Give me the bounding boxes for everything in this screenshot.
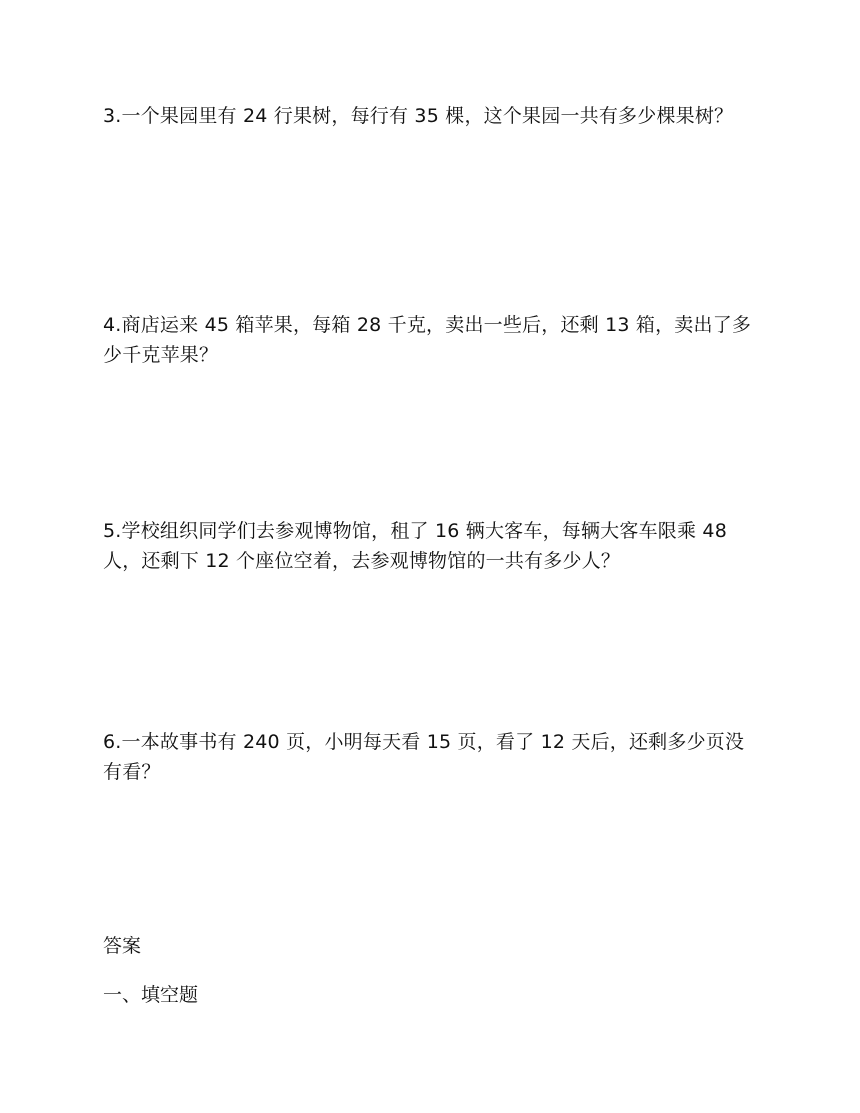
word-problem-3: 3.一个果园里有 24 行果树，每行有 35 棵，这个果园一共有多少棵果树？ — [103, 105, 734, 127]
answer-heading: 答案 — [103, 935, 142, 957]
word-problem-4: 4.商店运来 45 箱苹果，每箱 28 千克，卖出一些后，还剩 13 箱，卖出了多少千克苹果？ — [103, 314, 752, 366]
word-problem-5: 5.学校组织同学们去参观博物馆，租了 16 辆大客车，每辆大客车限乘 48 人，还剩下 12 个座位空着，去参观博物馆的一共有多少人？ — [103, 520, 728, 572]
word-problem-6: 6.一本故事书有 240 页，小明每天看 15 页，看了 12 天后，还剩多少页没有看？ — [103, 731, 745, 783]
section-heading-fill-in-blank: 一、填空题 — [103, 984, 199, 1006]
